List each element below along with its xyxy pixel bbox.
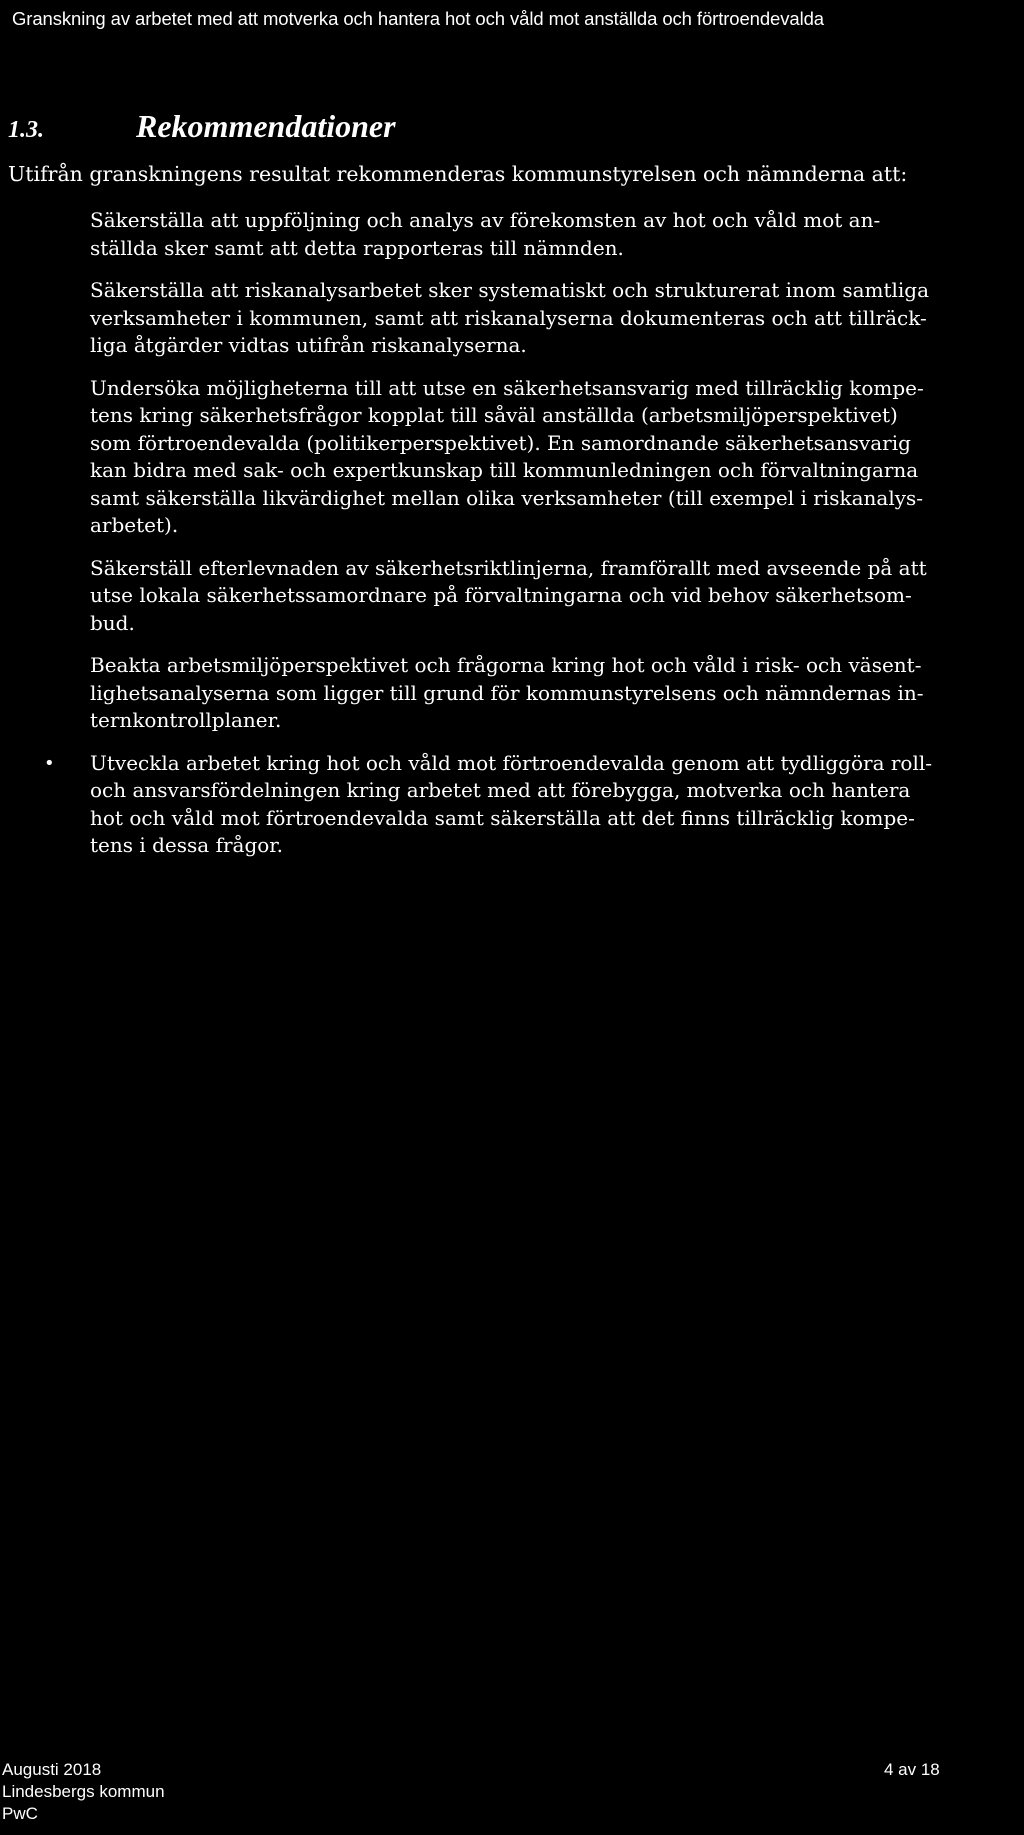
- recommendation-line: bud.: [90, 610, 135, 635]
- footer-firm: PwC: [2, 1804, 38, 1823]
- recommendation-item: [90, 375, 1016, 540]
- recommendation-line: utse lokala säkerhetssamordnare på förvaltningarna och vid behov säkerhetsom-: [90, 583, 912, 607]
- recommendation-line: tens kring säkerhetsfrågor kopplat till såväl anställda (arbetsmiljöperspektivet): [90, 403, 898, 427]
- recommendation-item: [90, 277, 1016, 360]
- recommendation-item: [90, 652, 1016, 735]
- footer-date: Augusti 2018: [2, 1760, 102, 1779]
- recommendation-line: Säkerställa att riskanalysarbetet sker systematiskt och strukturerat inom samtliga: [90, 278, 930, 302]
- recommendation-line: samt säkerställa likvärdighet mellan olika verksamheter (till exempel i riskanalys-: [90, 485, 924, 510]
- recommendation-line: och ansvarsfördelningen kring arbetet med att förebygga, motverka och hantera: [90, 778, 911, 802]
- section-title: Rekommendationer: [136, 108, 396, 144]
- recommendation-line: som förtroendevalda (politikerperspektivet). En samordnande säkerhetsansvarig: [90, 430, 911, 455]
- recommendation-line: kan bidra med sak- och expertkunskap till kommunledningen och förvaltningarna: [90, 458, 919, 482]
- footer-organization: Lindesbergs kommun: [2, 1782, 165, 1801]
- recommendation-line: ternkontrollplaner.: [90, 708, 282, 732]
- recommendation-item: [90, 207, 1016, 262]
- recommendation-line: hot och våld mot förtroendevalda samt säkerställa att det finns tillräcklig kompe-: [90, 805, 915, 830]
- recommendation-line: Säkerställa att uppföljning och analys av förekomsten av hot och våld mot an-: [90, 208, 881, 232]
- recommendation-list: [44, 207, 1016, 875]
- running-header: Granskning av arbetet med att motverka och hantera hot och våld mot anställda och förtroendevalda: [12, 8, 824, 29]
- intro-paragraph: Utifrån granskningens resultat rekommenderas kommunstyrelsen och nämnderna att:: [8, 162, 908, 186]
- recommendation-line: Säkerställ efterlevnaden av säkerhetsriktlinjerna, framförallt med avseende på att: [90, 555, 927, 580]
- recommendation-line: Beakta arbetsmiljöperspektivet och frågorna kring hot och våld i risk- och väsent-: [90, 653, 922, 677]
- recommendation-line: ställda sker samt att detta rapporteras till nämnden.: [90, 235, 624, 260]
- footer-info: [2, 1759, 165, 1825]
- recommendation-line: verksamheter i kommunen, samt att riskanalyserna dokumenteras och att tillräck-: [90, 305, 927, 330]
- recommendation-line: arbetet).: [90, 513, 179, 537]
- recommendation-line: Undersöka möjligheterna till att utse en säkerhetsansvarig med tillräcklig kompe-: [90, 375, 924, 400]
- bullet-icon: •: [44, 752, 55, 774]
- recommendation-item: [44, 750, 1016, 860]
- recommendation-line: lighetsanalyserna som ligger till grund för kommunstyrelsens och nämndernas in-: [90, 680, 924, 705]
- recommendation-line: liga åtgärder vidtas utifrån riskanalyserna.: [90, 333, 527, 357]
- recommendation-line: Utveckla arbetet kring hot och våld mot förtroendevalda genom att tydliggöra roll-: [90, 750, 933, 775]
- section-number: 1.3.: [8, 117, 44, 143]
- recommendation-line: tens i dessa frågor.: [90, 833, 284, 857]
- page-number: 4 av 18: [884, 1760, 940, 1779]
- recommendation-item: [90, 555, 1016, 638]
- section-heading: [8, 108, 396, 145]
